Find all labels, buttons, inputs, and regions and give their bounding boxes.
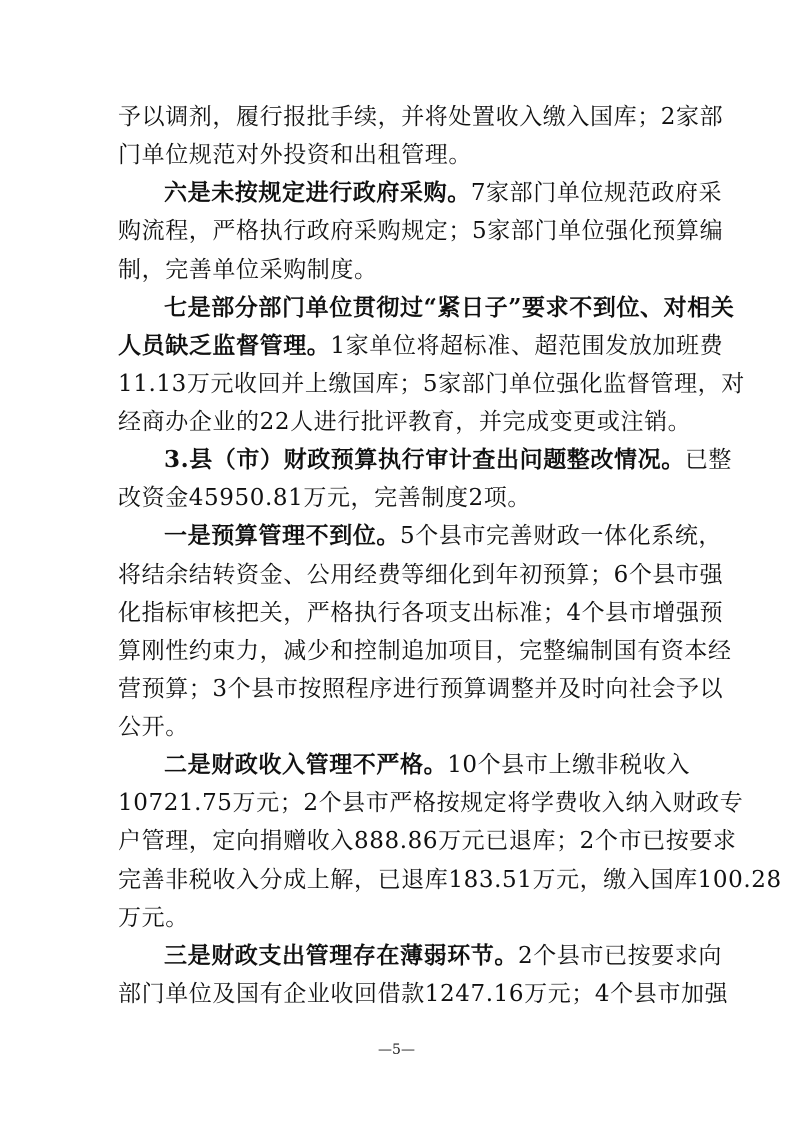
text-line: 营预算；3个县市按照程序进行预算调整并及时向社会予以 xyxy=(118,675,724,702)
text-line: 门单位规范对外投资和出租管理。 xyxy=(118,142,472,169)
text-line: 算刚性约束力，减少和控制追加项目，完整编制国有资本经 xyxy=(118,637,732,664)
text-line: 11.13万元收回并上缴国库；5家部门单位强化监督管理，对 xyxy=(118,370,745,397)
bold-heading: 人员缺乏监督管理。 xyxy=(118,331,331,359)
text-line: 10721.75万元；2个县市严格按规定将学费收入纳入财政专 xyxy=(118,790,744,817)
bold-heading: 三是财政支出管理存在薄弱环节。 xyxy=(164,941,518,969)
bold-heading: 六是未按规定进行政府采购。 xyxy=(164,179,471,207)
bold-heading: 一是预算管理不到位。 xyxy=(164,522,400,550)
bold-heading: 3.县（市）财政预算执行审计查出问题整改情况。 xyxy=(164,446,685,474)
bold-heading: 二是财政收入管理不严格。 xyxy=(164,751,448,779)
text-line: 购流程，严格执行政府采购规定；5家部门单位强化预算编 xyxy=(118,218,724,245)
paragraph-heading-line: 二是财政收入管理不严格。10个县市上缴非税收入 xyxy=(164,751,691,779)
text-line: 公开。 xyxy=(118,714,189,741)
paragraph-heading-line: 六是未按规定进行政府采购。7家部门单位规范政府采 xyxy=(164,179,723,207)
text-line: 经商办企业的22人进行批评教育，并完成变更或注销。 xyxy=(118,409,692,436)
paragraph-heading-line xyxy=(164,289,735,327)
text-line: 化指标审核把关，严格执行各项支出标准；4个县市增强预 xyxy=(118,599,724,626)
text-line: 户管理，定向捐赠收入888.86万元已退库；2个市已按要求 xyxy=(118,828,737,855)
text-line: 万元。 xyxy=(118,904,189,931)
text-line: 部门单位及国有企业收回借款1247.16万元；4个县市加强 xyxy=(118,981,729,1007)
paragraph-heading-line: 人员缺乏监督管理。1家单位将超标准、超范围发放加班费 xyxy=(118,331,724,359)
text-line: 完善非税收入分成上解，已退库183.51万元，缴入国库100.28 xyxy=(118,866,782,893)
text-line: 将结余结转资金、公用经费等细化到年初预算；6个县市强 xyxy=(118,561,724,588)
page-number: —5— xyxy=(378,1042,415,1058)
paragraph-heading-line: 三是财政支出管理存在薄弱环节。2个县市已按要求向 xyxy=(164,941,723,969)
bold-heading: 七是部分部门单位贯彻过“紧日子”要求不到位、对相关 xyxy=(164,293,735,321)
text-line: 予以调剂，履行报批手续，并将处置收入缴入国库；2家部 xyxy=(118,104,724,130)
text-line: 改资金45950.81万元，完善制度2项。 xyxy=(118,485,531,512)
paragraph-heading-line: 一是预算管理不到位。5个县市完善财政一体化系统， xyxy=(164,522,723,550)
text-line: 制，完善单位采购制度。 xyxy=(118,256,378,283)
section-heading-line: 3.县（市）财政预算执行审计查出问题整改情况。已整 xyxy=(164,446,733,474)
